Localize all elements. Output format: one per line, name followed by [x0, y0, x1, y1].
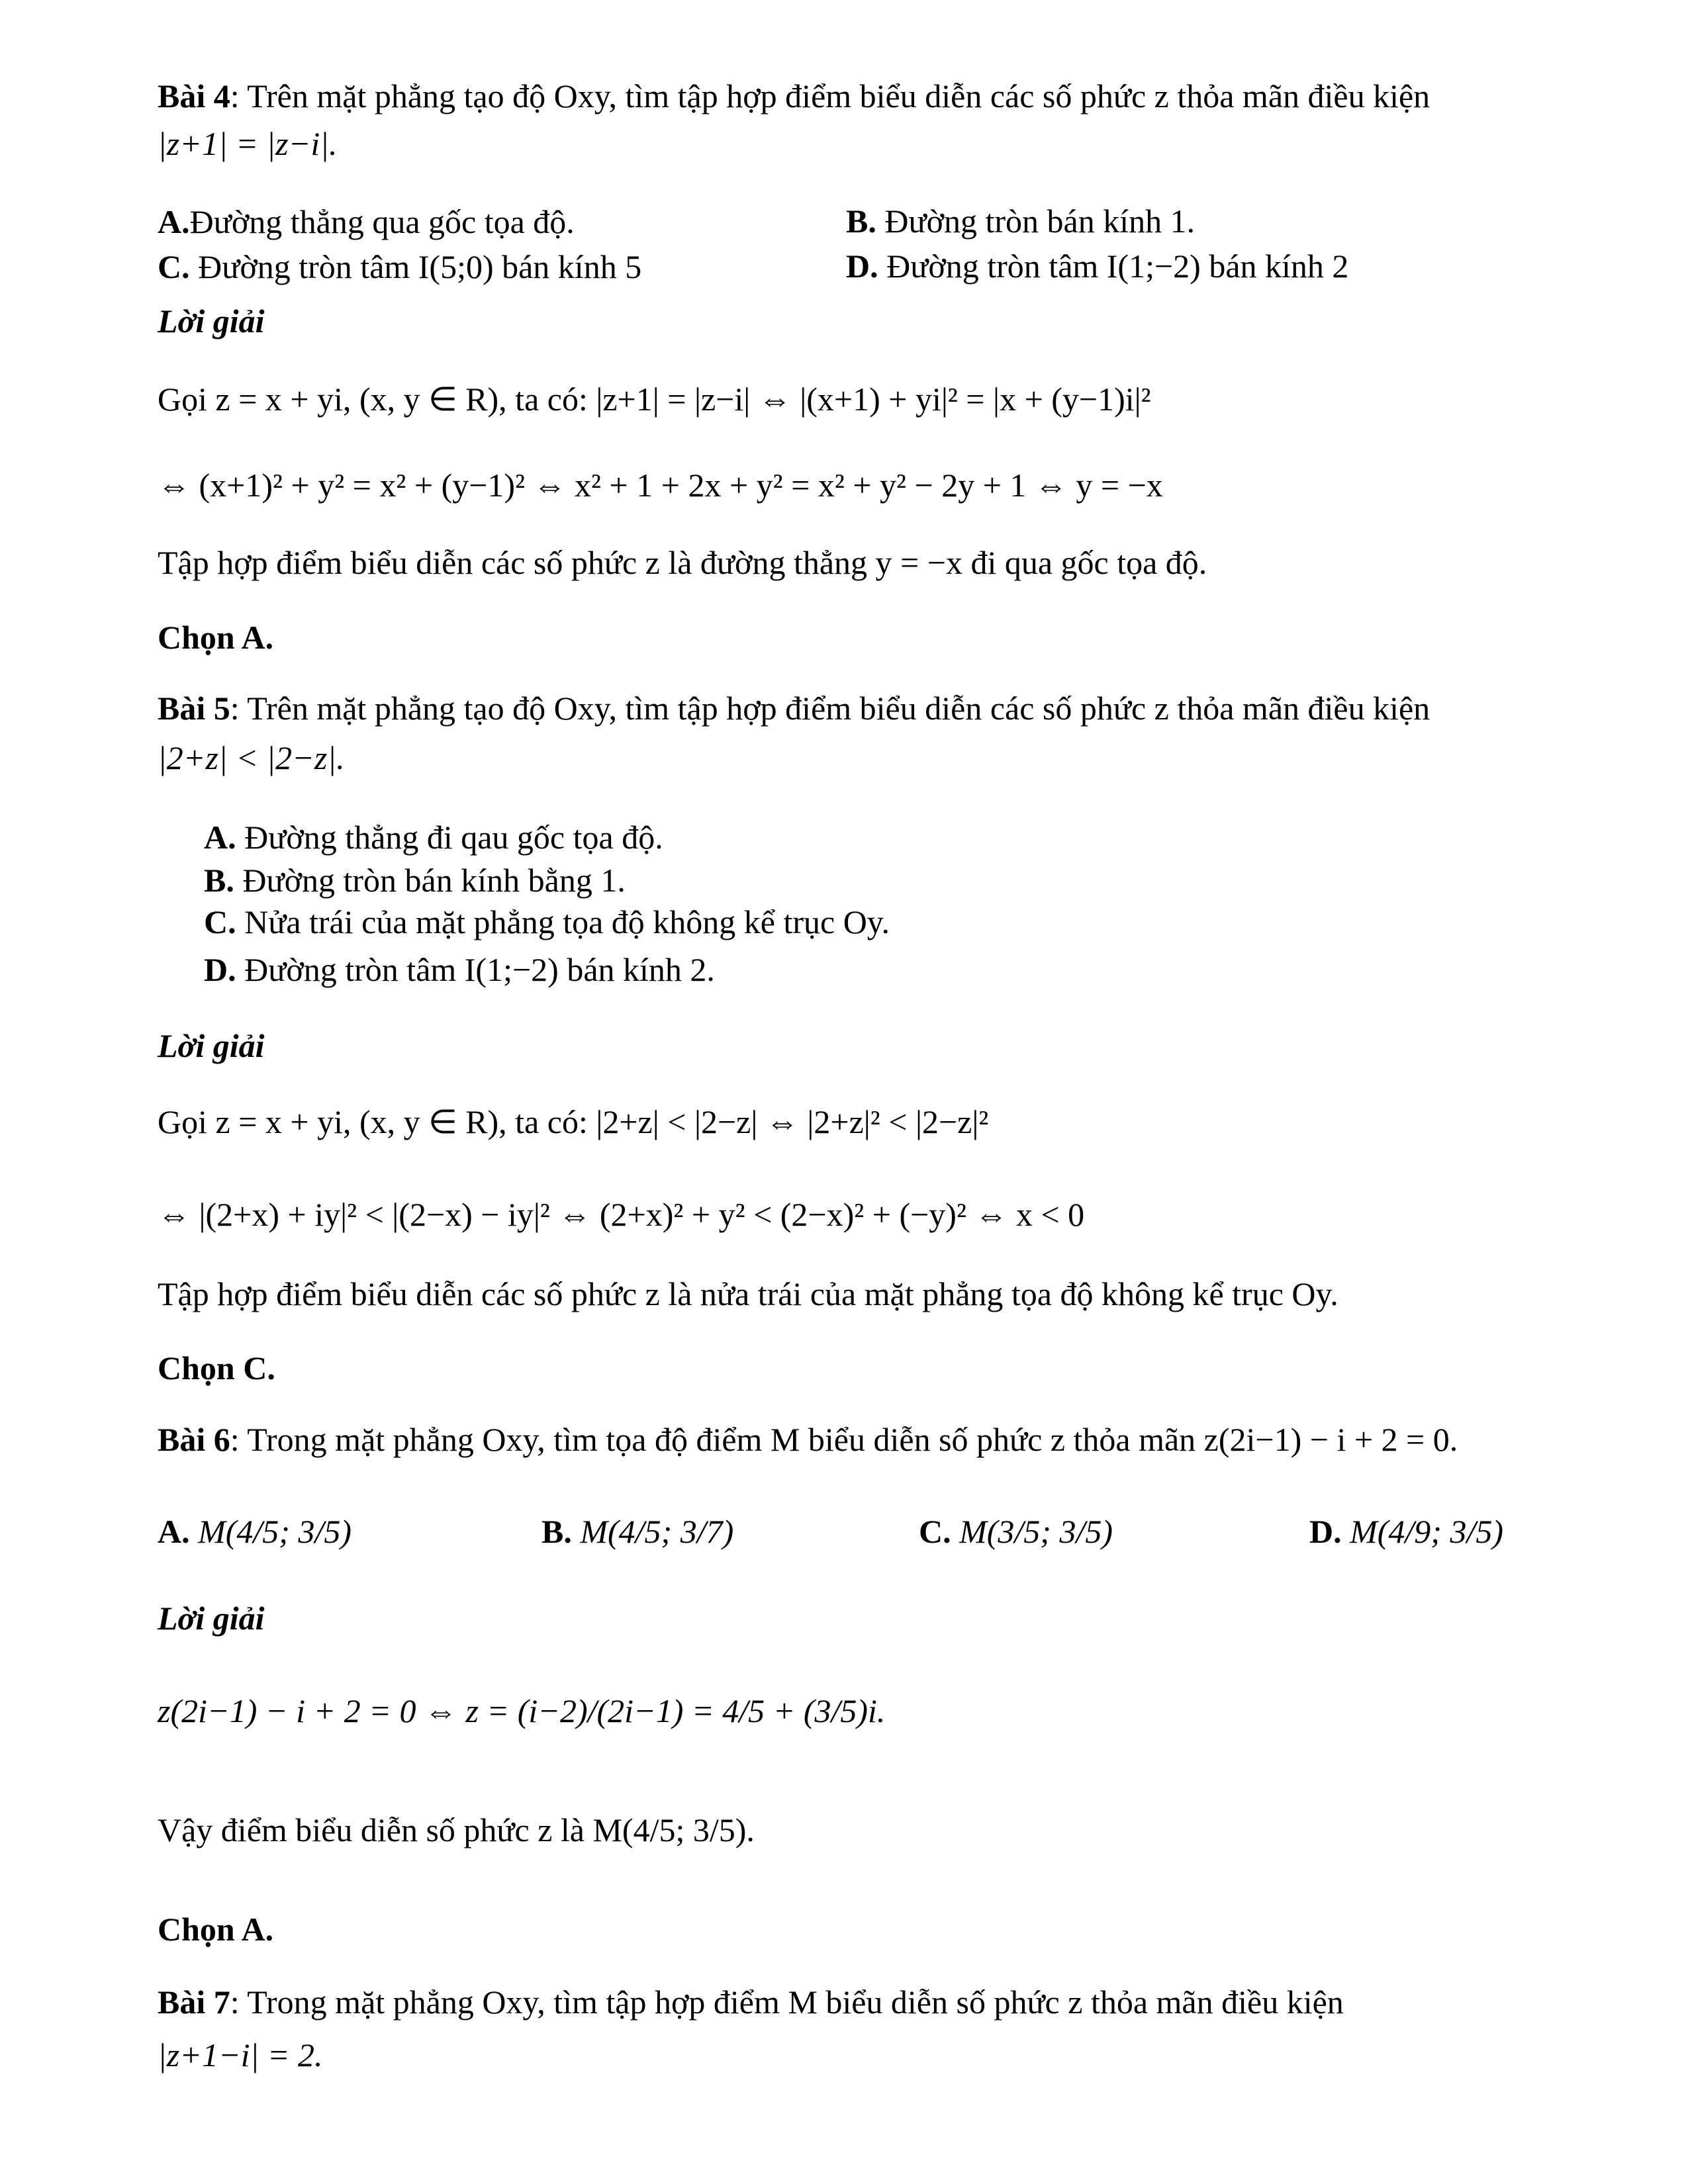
bai6-solution-line1: z(2i−1) − i + 2 = 0 ⇔ z = (i−2)/(2i−1) = 4/5 + (3/5)i. — [158, 1692, 886, 1729]
bai6-option-c — [919, 1512, 1113, 1551]
bai5-solution-line3: Tập hợp điểm biểu diễn các số phức z là nửa trái của mặt phẳng tọa độ không kể trục Oy. — [158, 1275, 1338, 1312]
bai7-question — [158, 1982, 1344, 2022]
option-text: Đường tròn tâm I(1;−2) bán kính 2 — [878, 248, 1349, 285]
bai4-solution-line2: ⇔ (x+1)² + y² = x² + (y−1)² ⇔ x² + 1 + 2x + y² = x² + y² − 2y + 1 ⇔ y = −x — [158, 467, 1163, 504]
option-text: M(4/5; 3/7) — [571, 1513, 734, 1550]
bai6-solution-line2: Vậy điểm biểu diễn số phức z là M(4/5; 3/5). — [158, 1811, 755, 1848]
option-label: B. — [846, 203, 876, 240]
option-text: M(3/5; 3/5) — [951, 1513, 1113, 1550]
bai5-question — [158, 688, 1430, 728]
bai7-title: Bài 7 — [158, 1983, 230, 2021]
option-label: A. — [158, 203, 190, 240]
option-label: D. — [1309, 1513, 1342, 1550]
option-label: C. — [919, 1513, 951, 1550]
bai4-solution-line1: Gọi z = x + yi, (x, y ∈ R), ta có: |z+1| = |z−i| ⇔ |(x+1) + yi|² = |x + (y−1)i|² — [158, 381, 1151, 418]
option-label: C. — [158, 248, 190, 285]
bai5-option-d — [204, 950, 715, 989]
bai4-prompt: : Trên mặt phẳng tạo độ Oxy, tìm tập hợp điểm biểu diễn các số phức z thỏa mãn điều kiện — [230, 77, 1430, 114]
option-text: Đường tròn tâm I(1;−2) bán kính 2. — [236, 951, 715, 988]
bai6-option-a — [158, 1512, 352, 1551]
option-label: D. — [846, 248, 878, 285]
option-label: D. — [204, 951, 236, 988]
bai4-title: Bài 4 — [158, 77, 230, 114]
bai4-answer: Chọn A. — [158, 619, 274, 656]
option-label: B. — [541, 1513, 572, 1550]
bai5-option-c — [204, 902, 890, 942]
bai5-prompt: : Trên mặt phẳng tạo độ Oxy, tìm tập hợp điểm biểu diễn các số phức z thỏa mãn điều kiện — [230, 690, 1430, 727]
bai5-option-a — [204, 817, 663, 857]
bai4-option-b — [846, 202, 1195, 240]
bai5-option-b — [204, 860, 626, 900]
bai5-solution-line2: ⇔ |(2+x) + iy|² < |(2−x) − iy|² ⇔ (2+x)² + y² < (2−x)² + (−y)² ⇔ x < 0 — [158, 1196, 1085, 1233]
option-text: Đường thẳng đi qau gốc tọa độ. — [236, 819, 663, 856]
bai6-question — [158, 1420, 1458, 1459]
bai7-prompt: : Trong mặt phẳng Oxy, tìm tập hợp điểm M biểu diễn số phức z thỏa mãn điều kiện — [230, 1983, 1344, 2021]
option-label: A. — [158, 1513, 190, 1550]
option-text: M(4/9; 3/5) — [1341, 1513, 1503, 1550]
bai4-option-c — [158, 247, 641, 287]
bai5-title: Bài 5 — [158, 690, 230, 727]
option-text: Đường tròn bán kính 1. — [876, 203, 1196, 240]
bai4-question — [158, 76, 1430, 116]
bai6-option-d — [1309, 1512, 1503, 1551]
bai4-solution-label: Lời giải — [158, 302, 265, 340]
bai6-answer: Chọn A. — [158, 1911, 274, 1948]
option-text: Đường tròn tâm I(5;0) bán kính 5 — [189, 248, 642, 285]
bai6-title: Bài 6 — [158, 1421, 230, 1458]
bai5-condition: |2+z| < |2−z|. — [158, 739, 345, 776]
bai5-solution-line1: Gọi z = x + yi, (x, y ∈ R), ta có: |2+z| < |2−z| ⇔ |2+z|² < |2−z|² — [158, 1103, 989, 1140]
option-text: Nửa trái của mặt phẳng tọa độ không kể trục Oy. — [236, 903, 890, 940]
option-text: Đường tròn bán kính bằng 1. — [234, 862, 626, 899]
bai4-condition: |z+1| = |z−i|. — [158, 125, 338, 162]
bai7-condition: |z+1−i| = 2. — [158, 2036, 323, 2073]
bai6-solution-label: Lời giải — [158, 1600, 265, 1637]
option-label: B. — [204, 862, 234, 899]
option-text: Đường thẳng qua gốc tọa độ. — [189, 203, 575, 240]
bai4-option-a — [158, 202, 575, 242]
bai4-solution-line3: Tập hợp điểm biểu diễn các số phức z là đường thẳng y = −x đi qua gốc tọa độ. — [158, 544, 1207, 581]
bai5-answer: Chọn C. — [158, 1349, 275, 1387]
option-label: A. — [204, 819, 236, 856]
option-text: M(4/5; 3/5) — [189, 1513, 352, 1550]
bai5-solution-label: Lời giải — [158, 1027, 265, 1064]
bai4-option-d — [846, 247, 1348, 285]
option-label: C. — [204, 903, 236, 940]
bai6-option-b — [541, 1512, 733, 1551]
bai6-prompt: : Trong mặt phẳng Oxy, tìm tọa độ điểm M biểu diễn số phức z thỏa mãn z(2i−1) − i + 2 = 0. — [230, 1421, 1458, 1458]
